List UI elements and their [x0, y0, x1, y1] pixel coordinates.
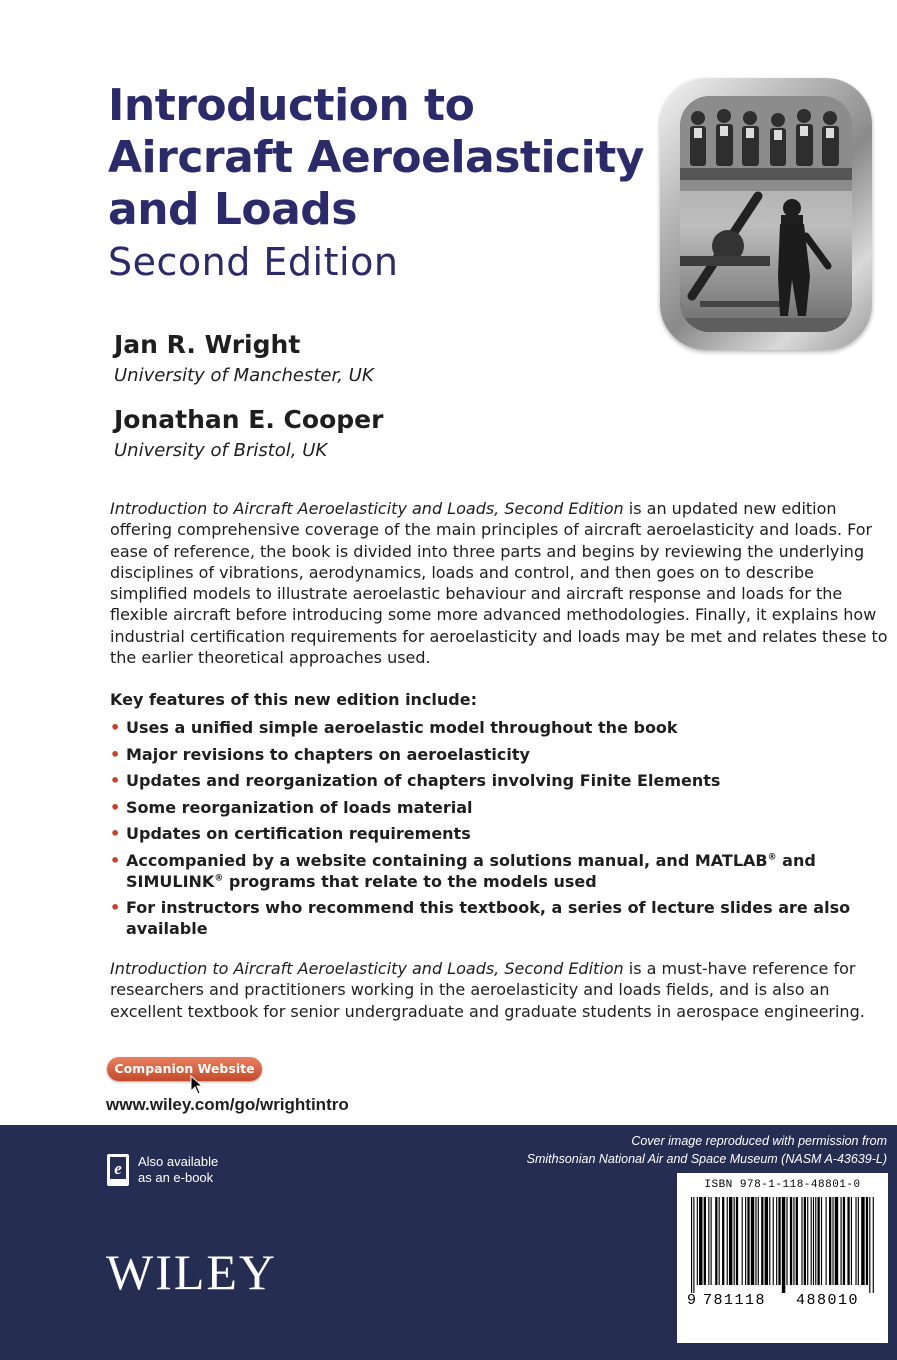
barcode-bar: [693, 1197, 694, 1293]
registered-mark: ®: [214, 873, 224, 884]
barcode-bar: [773, 1197, 774, 1285]
title-line-1: Introduction to: [108, 80, 475, 131]
description-text: is a must-have reference for researchers and practitioners working in the aeroelasticity and loads fields, and is also an excellent textbook for senior undergraduate and graduate students in aerospace engineering.: [110, 959, 865, 1021]
barcode-bars: [685, 1197, 880, 1293]
description-paragraph-2: [110, 958, 890, 1022]
barcode-bar: [691, 1197, 692, 1293]
ebook-availability: Also available as an e-book: [138, 1154, 219, 1185]
barcode-bar: [729, 1197, 732, 1285]
barcode-bar: [747, 1197, 749, 1285]
barcode-bar: [804, 1197, 806, 1285]
barcode-bar: [815, 1197, 816, 1285]
barcode-bar: [765, 1197, 768, 1285]
list-item: • Accompanied by a website containing a solutions manual, and MATLAB® and SIMULINK® programs that relate to the models used: [110, 850, 816, 891]
author-affiliation: University of Bristol, UK: [114, 440, 328, 461]
barcode-bar: [758, 1197, 759, 1285]
barcode-bar: [719, 1197, 720, 1285]
bullet-icon: •: [110, 824, 121, 843]
key-features: [110, 690, 870, 945]
bullet-icon: •: [110, 850, 121, 870]
barcode-bar: [843, 1197, 845, 1285]
svg-text:e: e: [114, 1159, 122, 1178]
barcode-bar: [829, 1197, 831, 1285]
barcode-bar: [861, 1197, 864, 1285]
barcode-bar: [858, 1197, 859, 1285]
book-title-italic: Introduction to Aircraft Aeroelasticity and Loads, Second Edition: [110, 959, 624, 978]
bullet-icon: •: [110, 718, 121, 737]
barcode-bar: [835, 1197, 838, 1285]
barcode-bar: [847, 1197, 849, 1285]
barcode-bar: [736, 1197, 738, 1285]
bullet-icon: •: [110, 797, 121, 817]
book-title-italic: Introduction to Aircraft Aeroelasticity and Loads, Second Edition: [110, 499, 624, 518]
historic-aviators-photo-icon: [680, 96, 852, 332]
list-item: • Updates on certification requirements: [110, 824, 471, 843]
barcode-bar: [782, 1197, 785, 1293]
barcode-bar: [841, 1197, 842, 1285]
barcode-bar: [751, 1197, 754, 1285]
barcode-bar: [699, 1197, 702, 1285]
barcode-bar: [711, 1197, 712, 1285]
barcode-bar: [869, 1197, 870, 1293]
barcode-bar: [742, 1197, 743, 1285]
barcode-bar: [821, 1197, 822, 1285]
barcode-bar: [818, 1197, 820, 1285]
barcode-bar: [826, 1197, 827, 1285]
barcode-bar: [722, 1197, 724, 1285]
barcode-bar: [769, 1197, 770, 1285]
description-text: is an updated new edition offering comprehensive coverage of the main principles of aircraft aeroelasticity and loads. For ease of reference, the book is divided into three parts and begins by reviewing the underlying disciplines of vibrations, aerodynamics, loads and control, and then goes on to describe simplified models to illustrate aeroelastic behaviour and aircraft response and loads for the flexible aircraft before introducing some more advanced methodologies. Finally, it explains how industrial certification requirements for aeroelasticity and loads may be met and relates these to the earlier theoretical approaches used.: [110, 499, 888, 668]
barcode-bar: [708, 1197, 709, 1285]
title-line-2: Aircraft Aeroelasticity: [108, 132, 644, 183]
author-1: [114, 330, 374, 386]
pointer-cursor-icon: [190, 1075, 204, 1095]
cover-photo-frame: [660, 78, 872, 350]
barcode-bar: [855, 1197, 856, 1285]
isbn-barcode: ISBN 978-1-118-48801-0 9 781118 488010: [677, 1173, 888, 1343]
barcode-bar: [813, 1197, 814, 1285]
edition-label: Second Edition: [108, 240, 399, 284]
barcode-bar: [786, 1197, 787, 1285]
registered-mark: ®: [767, 852, 777, 863]
author-2: [114, 405, 383, 461]
barcode-bar: [793, 1197, 794, 1285]
barcode-bar: [776, 1197, 777, 1285]
barcode-bar: [801, 1197, 802, 1285]
barcode-bar: [727, 1197, 728, 1285]
author-name: Jonathan E. Cooper: [114, 405, 384, 434]
barcode-bar: [778, 1197, 780, 1285]
barcode-bar: [761, 1197, 763, 1285]
barcode-bar: [755, 1197, 756, 1285]
author-affiliation: University of Manchester, UK: [114, 365, 374, 386]
barcode-bar: [866, 1197, 868, 1285]
list-item: • Uses a unified simple aeroelastic model throughout the book: [110, 718, 678, 737]
companion-website-badge[interactable]: Companion Website: [107, 1057, 262, 1081]
barcode-bar: [851, 1197, 852, 1285]
bullet-icon: •: [110, 744, 121, 764]
barcode-bar: [697, 1197, 698, 1285]
title-line-3: and Loads: [108, 184, 357, 235]
companion-website-url[interactable]: www.wiley.com/go/wrightintro: [106, 1095, 349, 1114]
list-item: • Some reorganization of loads material: [110, 797, 473, 817]
barcode-bar: [715, 1197, 717, 1285]
list-item: • For instructors who recommend this textbook, a series of lecture slides are also available: [110, 898, 851, 938]
bullet-icon: •: [110, 771, 121, 790]
bullet-icon: •: [110, 898, 121, 917]
author-name: Jan R. Wright: [114, 330, 301, 359]
barcode-bar: [811, 1197, 812, 1285]
ebook-icon: [106, 1153, 130, 1187]
barcode-bar: [796, 1197, 798, 1285]
barcode-bar: [704, 1197, 706, 1285]
list-item: • Updates and reorganization of chapters involving Finite Elements: [110, 771, 721, 790]
footer-band: [0, 1125, 897, 1360]
barcode-bar: [832, 1197, 833, 1285]
isbn-label: ISBN 978-1-118-48801-0: [704, 1179, 861, 1191]
barcode-bar: [790, 1197, 792, 1285]
book-title: [108, 80, 644, 236]
barcode-bar: [745, 1197, 746, 1285]
features-heading: Key features of this new edition include:: [110, 690, 477, 709]
cover-image-credit: Cover image reproduced with permission from Smithsonian National Air and Space Museum (NASM A-43639-L): [526, 1134, 887, 1166]
publisher-logo: WILEY: [106, 1244, 278, 1300]
barcode-bar: [873, 1197, 874, 1293]
barcode-bar: [734, 1197, 735, 1285]
barcode-bar: [807, 1197, 808, 1285]
features-list: [110, 717, 870, 939]
description-paragraph-1: [110, 498, 890, 668]
list-item: • Major revisions to chapters on aeroelasticity: [110, 744, 530, 764]
